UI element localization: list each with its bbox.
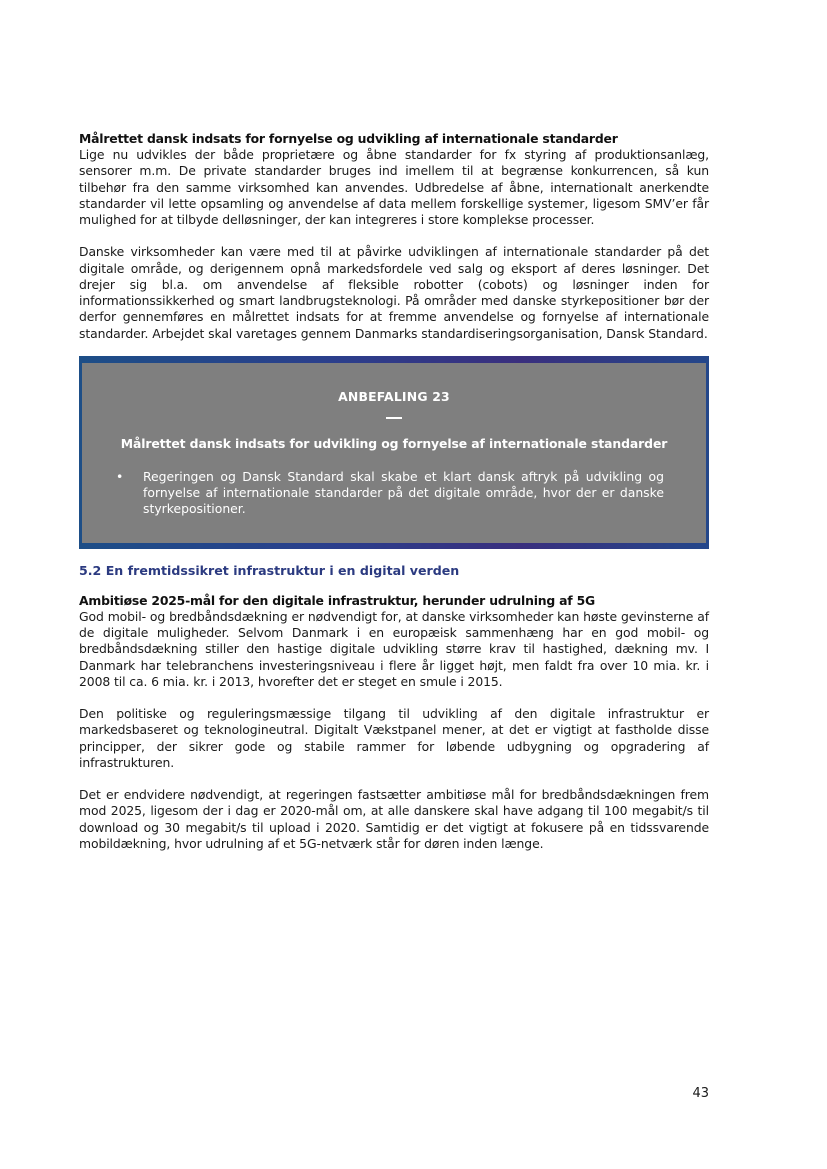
section-heading-5g: Ambitiøse 2025-mål for den digitale infrastruktur, herunder udrulning af 5G (79, 592, 595, 608)
bullet-icon: • (116, 468, 124, 484)
recommendation-panel (82, 363, 706, 543)
recommendation-divider (386, 417, 402, 419)
page-content (79, 131, 709, 852)
page-number: 43 (692, 1086, 709, 1101)
paragraph-infrastructure-2: Den politiske og reguleringsmæssige tilgang til udvikling af den digitale infrastruktur er markedsbaseret og teknologineutral. Digitalt Vækstpanel mener, at det er vigtigt at fastholde disse principper, der sikrer gode og stabile rammer for løbende udbygning og opgradering af infrastrukturen. (79, 706, 709, 770)
recommendation-item (116, 469, 664, 518)
paragraph-standards-1: Lige nu udvikles der både proprietære og åbne standarder for fx styring af produktionsanlæg, sensorer m.m. De private standarder bruges ind imellem til at begrænse konkurrencen, så kun tilbehør fra den samme virksomhed kan anvendes. Udbredelse af åbne, internationalt anerkendte standarder vil lette opsamling og anvendelse af data mellem forskellige systemer, ligesom SMV’er får mulighed for at tilbyde delløsninger, der kan integreres i store komplekse processer. (79, 147, 709, 227)
paragraph-infrastructure-1: God mobil- og bredbåndsdækning er nødvendigt for, at danske virksomheder kan høste gevinsterne af de digitale muligheder. Selvom Danmark i en europæisk sammenhæng har en god mobil- og bredbåndsdækning stiller den hastige digitale udvikling større krav til hastighed, dækning mv. I Danmark har telebranchens investeringsniveau i flere år ligget højt, men faldt fra over 10 mia. kr. i 2008 til ca. 6 mia. kr. i 2013, hvorefter det er steget en smule i 2015. (79, 608, 709, 689)
paragraph-standards-2: Danske virksomheder kan være med til at påvirke udviklingen af internationale standarder på det digitale område, og derigennem opnå markedsfordele ved salg og eksport af deres løsninger. Det drejer sig bl.a. om anvendelse af fleksible robotter (cobots) og løsninger inden for informationssikkerhed og smart landbrugsteknologi. På områder med danske styrkepositioner bør der derfor gennemføres en målrettet indsats for at fremme anvendelse og fornyelse af internationale standarder. Arbejdet skal varetages gennem Danmarks standardiseringsorganisation, Dansk Standard. (79, 244, 709, 341)
section-heading-standards: Målrettet dansk indsats for fornyelse og udvikling af internationale standarder (79, 131, 618, 146)
recommendation-list (116, 469, 664, 518)
section-title-infrastructure: 5.2 En fremtidssikret infrastruktur i en digital verden (79, 562, 460, 578)
recommendation-label: ANBEFALING 23 (338, 388, 450, 404)
paragraph-infrastructure-3: Det er endvidere nødvendigt, at regeringen fastsætter ambitiøse mål for bredbåndsdækningen frem mod 2025, ligesom der i dag er 2020-mål om, at alle danskere skal have adgang til 100 megabit/s til download og 30 megabit/s til upload i 2020. Samtidig er det vigtigt at fokusere på en tidssvarende mobildækning, hvor udrulning af et 5G-netværk står for døren inden længe. (79, 787, 709, 851)
recommendation-item-text: Regeringen og Dansk Standard skal skabe et klart dansk aftryk på udvikling og fornyelse af internationale standarder på det digitale område, hvor der er danske styrkepositioner. (143, 468, 664, 517)
recommendation-title: Målrettet dansk indsats for udvikling og fornyelse af internationale standarder (120, 435, 668, 451)
recommendation-box (79, 356, 709, 549)
